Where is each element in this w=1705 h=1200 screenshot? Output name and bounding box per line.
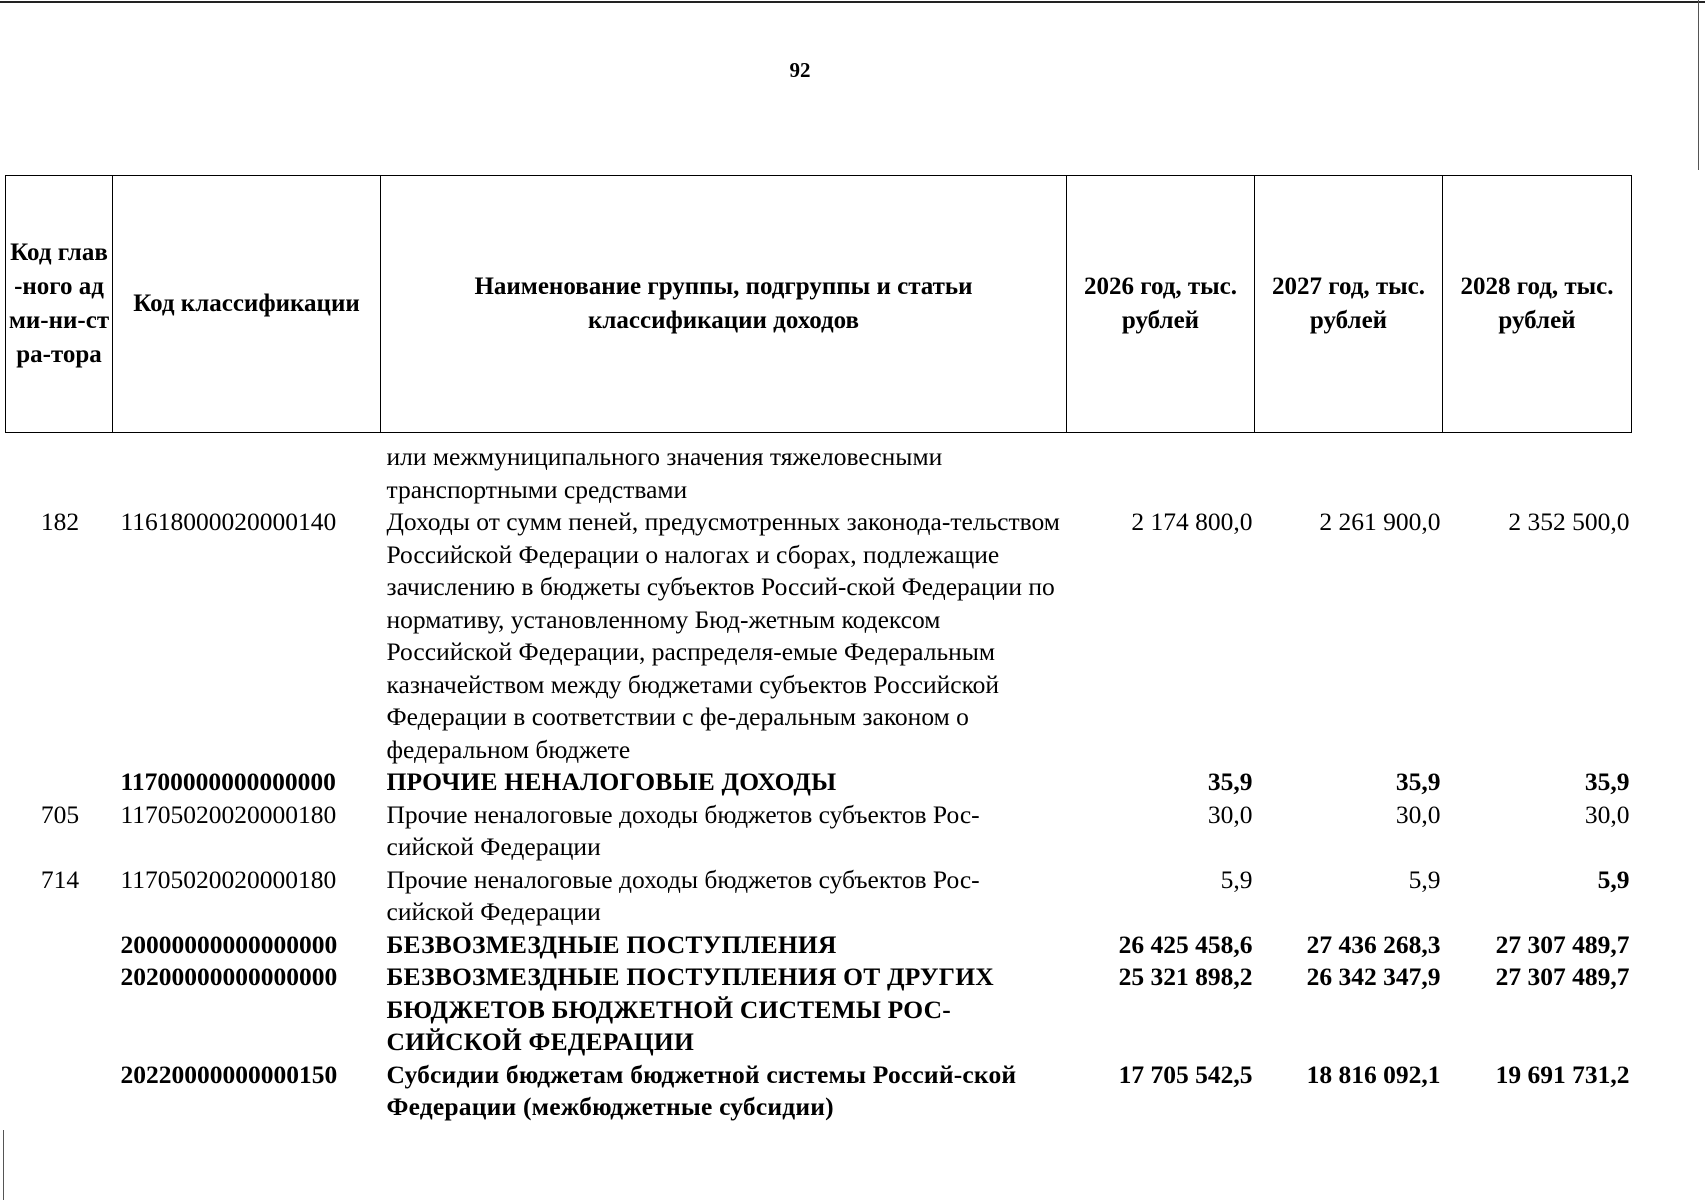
top-border-line [0,1,1705,3]
header-class-code: Код классификации [113,176,381,433]
row-value-2028: 30,0 [1584,799,1630,829]
table-row [6,961,1632,1059]
row-admin-code [6,929,113,962]
row-value-2026: 17 705 542,5 [1118,1059,1253,1089]
row-value-2026: 2 174 800,0 [1131,507,1253,536]
row-class-code: 11705020020000180 [120,864,337,894]
row-admin-code [6,961,113,1059]
header-name: Наименование группы, подгруппы и статьи классификации доходов [381,176,1067,433]
row-value-2026: 5,9 [1220,864,1253,894]
header-year-2028: 2028 год, тыс. рублей [1443,176,1632,433]
header-year-2026: 2026 год, тыс. рублей [1067,176,1255,433]
right-edge-mark [1698,0,1699,170]
row-value-2028 [1443,433,1632,507]
row-value-2027: 30,0 [1395,799,1441,829]
row-admin-code: 182 [40,507,80,536]
row-value-2026: 35,9 [1207,767,1253,796]
row-value-2026 [1067,433,1255,507]
row-value-2027: 2 261 900,0 [1319,507,1441,536]
row-class-code: 11700000000000000 [120,767,336,796]
row-admin-code: 705 [40,799,80,829]
row-value-2026: 30,0 [1207,799,1253,829]
row-name: БЕЗВОЗМЕЗДНЫЕ ПОСТУПЛЕНИЯ [386,929,837,959]
row-name: или межмуниципального значения тяжеловесными транспортными средствами [386,442,943,504]
row-name: Прочие неналоговые доходы бюджетов субъектов Рос-сийской Федерации [386,799,980,861]
row-admin-code [6,433,113,507]
row-value-2026: 25 321 898,2 [1118,962,1253,991]
row-value-2027 [1255,433,1443,507]
table-row [6,864,1632,929]
table-row [6,433,1632,507]
row-value-2027: 27 436 268,3 [1306,929,1441,959]
row-class-code: 11618000020000140 [120,507,337,536]
row-name: Прочие неналоговые доходы бюджетов субъектов Рос-сийской Федерации [386,864,980,926]
row-class-code: 11705020020000180 [120,799,337,829]
header-year-2027: 2027 год, тыс. рублей [1255,176,1443,433]
row-value-2028: 19 691 731,2 [1495,1059,1630,1089]
row-class-code: 20000000000000000 [120,929,338,959]
row-class-code: 20220000000000150 [120,1059,338,1089]
table-row [6,1059,1632,1124]
header-admin-code: Код глав-ного адми-ни-стра-тора [6,176,113,433]
row-value-2027: 26 342 347,9 [1306,962,1441,991]
row-value-2028: 27 307 489,7 [1495,962,1630,991]
row-value-2028: 5,9 [1597,864,1630,894]
row-name: Доходы от сумм пеней, предусмотренных законода-тельством Российской Федерации о налогах и сборах, подлежащие зачислению в бюджеты субъектов Россий-ской Федерации по нормативу, установленному Бюд-жетным кодексом Российской Федерации, распределя-емые Федеральным казначейством между бюджетами субъектов Российской Федерации в соответствии с фе-деральным законом о федеральном бюджете [386,507,1060,764]
table-header-row [6,176,1632,433]
row-value-2026: 26 425 458,6 [1118,929,1253,959]
row-name: Субсидии бюджетам бюджетной системы Россий-ской Федерации (межбюджетные субсидии) [386,1059,1017,1121]
page-number: 92 [789,58,811,82]
table-row [6,929,1632,962]
row-admin-code [6,766,113,799]
row-value-2028: 2 352 500,0 [1508,507,1630,536]
row-name: ПРОЧИЕ НЕНАЛОГОВЫЕ ДОХОДЫ [386,767,837,796]
row-value-2027: 5,9 [1408,864,1441,894]
row-admin-code: 714 [40,864,80,894]
left-edge-mark [3,1130,4,1200]
table-row [6,506,1632,766]
row-value-2028: 27 307 489,7 [1495,929,1630,959]
row-value-2028: 35,9 [1584,767,1630,796]
row-name: БЕЗВОЗМЕЗДНЫЕ ПОСТУПЛЕНИЯ ОТ ДРУГИХ БЮДЖЕТОВ БЮДЖЕТНОЙ СИСТЕМЫ РОС-СИЙСКОЙ ФЕДЕРАЦИИ [386,962,994,1056]
revenue-table [5,175,1632,1124]
row-class-code: 20200000000000000 [120,962,338,991]
row-class-code [113,433,381,507]
row-admin-code [6,1059,113,1124]
table-row [6,799,1632,864]
table-row [6,766,1632,799]
row-value-2027: 18 816 092,1 [1306,1059,1441,1089]
row-value-2027: 35,9 [1395,767,1441,796]
